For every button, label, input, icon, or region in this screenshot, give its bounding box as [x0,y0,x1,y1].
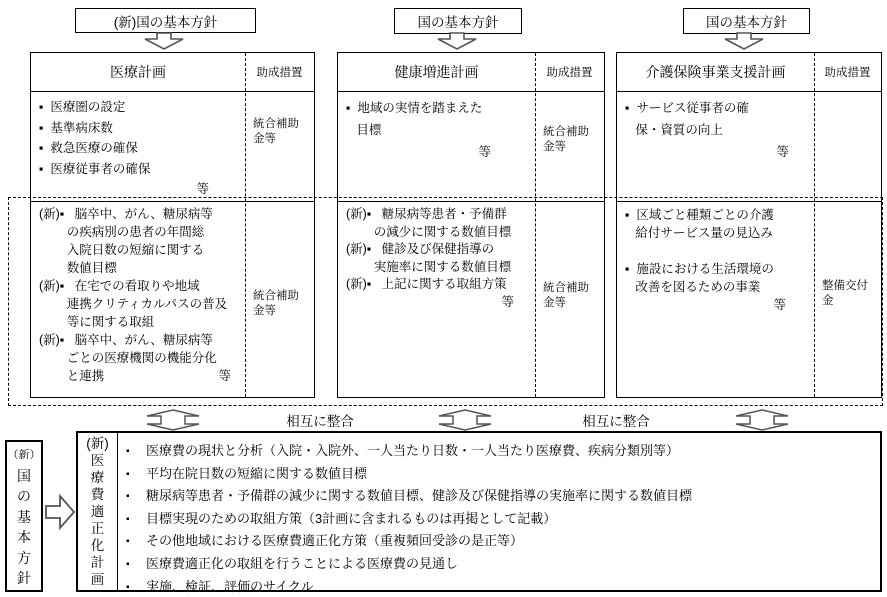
list-item: (新)▪ 脳卒中、がん、糖尿病等 [39,333,213,347]
table-header [617,53,881,92]
vertical-char: (新) [86,436,109,451]
aid-header-label: 助成措置 [256,67,303,79]
updown-arrow-icon [735,409,789,431]
list-item-text: と連携 [39,369,105,383]
list-item [126,530,876,553]
plan-title [31,53,245,91]
list-item [126,485,876,508]
list-item: ▪ 地域の実情を踏まえた [346,101,483,115]
vertical-char: 療 [90,470,105,485]
vertical-char: 適 [90,504,105,519]
down-arrow-icon [144,32,184,50]
vertical-char: 基 [17,508,31,525]
list-item [126,576,876,597]
list-item: (新)▪ 在宅での看取りや地域 [39,279,200,293]
list-item: ▪ 医療圏の設定 [39,100,126,114]
right-arrow-icon [45,494,75,530]
national-policy-label: 国の基本方針 [417,15,499,30]
list-item: (新)▪ 健診及び保健指導の [346,242,495,256]
vertical-char: 計 [90,555,105,570]
list-item: 連携クリティカルパスの普及 [39,297,228,311]
list-item: (新)▪ 上記に関する取組方策 [346,277,507,291]
list-item: ▪ 区域ごと種類ごとの介護 [625,208,774,222]
plan-title-label: 健康増進計画 [394,64,479,80]
new-national-policy-vertical-box [5,440,43,592]
aid-header-label: 助成措置 [824,67,871,79]
list-item-text: 医療費適正化の取組を行うことによる医療費の見通し [146,555,459,571]
list-item: 目標 [346,123,382,137]
aid-value: 統合補助金等 [543,126,589,153]
care-insurance-plan-table [616,52,882,398]
vertical-char: 医 [90,453,105,468]
list-item: 改善を図るための事業 [625,280,761,294]
list-item: ▪ サービス従事者の確 [625,101,749,115]
list-item: 等に関する取組 [39,315,155,329]
national-policy-label: (新)国の基本方針 [113,14,218,30]
list-item: 入院日数の短縮に関する [39,243,205,257]
panel-vertical-title [78,433,118,590]
vertical-char: 針 [17,570,31,586]
table-header [31,53,314,92]
list-item [126,508,876,531]
plan-title [617,53,814,91]
plan-new-items [31,205,245,385]
plan-current-items [617,97,814,163]
etc-label: 等 [218,369,231,383]
national-policy-label: 国の基本方針 [706,15,787,30]
bullet-icon: ▪ [126,558,130,570]
aid-column-divider [535,53,536,397]
list-item: (新)▪ 糖尿病等患者・予備群 [346,207,507,221]
plan-title [338,53,535,91]
bullet-icon: ▪ [126,513,130,525]
vertical-char: 費 [90,487,105,502]
list-item: ▪ 救急医療の確保 [39,141,138,155]
plan-title-label: 医療計画 [110,64,166,80]
aid-column-divider [814,53,815,397]
down-arrow-icon [437,32,477,50]
list-item: の疾病別の患者の年間総 [39,225,205,239]
section-divider [338,201,604,202]
aid-header [814,53,881,91]
national-policy-box-2 [394,8,522,34]
list-item [625,242,814,260]
list-item: 給付サービス量の見込み [625,226,773,240]
aid-column-divider [245,53,246,397]
bullet-icon: ▪ [126,446,130,457]
list-item: ごとの医療機関の機能分化 [39,351,217,365]
list-item-text: 実施、検証、評価のサイクル [146,578,314,594]
list-item: ▪ 施設における生活環境の [625,262,774,276]
plan-current-items [338,97,535,163]
vertical-char: 化 [90,538,105,553]
list-item-text: 平均在院日数の短縮に関する数値目標 [146,465,368,481]
list-item [126,440,876,463]
list-item: ▪ 基準病床数 [39,120,113,135]
medical-plan-table [30,52,315,398]
bullet-icon: ▪ [126,536,130,548]
list-item-text: 医療費の現状と分析（入院・入院外、一人当たり日数・一人当たり医療費、疾病分類別等） [146,443,680,458]
list-item-text: 糖尿病等患者・予備群の減少に関する数値目標、健診及び保健指導の実施率に関する数値目標 [146,488,693,504]
list-item: 保・資質の向上 [625,123,723,137]
health-promotion-plan-table [337,52,605,398]
section-divider [31,201,314,202]
vertical-char: （新） [7,449,41,461]
aid-value: 整備交付金 [822,280,868,307]
list-item: の減少に関する数値目標 [346,224,512,239]
list-item [126,553,876,576]
vertical-char: 本 [17,529,31,545]
etc-label: 等 [501,294,514,309]
plan-new-items [338,206,535,311]
aid-header-label: 助成措置 [546,67,593,79]
vertical-char: 画 [90,572,105,587]
list-item-text: 目標実現のための取組方策（3計画に含まれるものは再掲として記載） [146,510,557,526]
updown-arrow-icon [146,409,200,431]
etc-label: 等 [196,182,209,196]
aid-value: 統合補助金等 [543,282,589,309]
vertical-char: 方 [17,549,31,566]
down-arrow-icon [724,32,764,50]
aid-value: 統合補助金等 [253,118,299,145]
list-item-text: その他地域における医療費適正化方策（重複頻回受診の是正等） [146,533,524,549]
plan-title-label: 介護保険事業支援計画 [645,64,786,80]
list-item: 数値目標 [39,261,117,275]
national-policy-box-3 [683,8,810,34]
vertical-char: 国 [17,467,31,484]
list-item: 実施率に関する数値目標 [346,259,512,274]
section-divider [617,201,881,202]
bullet-icon: ▪ [126,581,130,593]
panel-item-list [126,440,876,597]
plan-current-items [31,97,245,200]
aid-header [535,53,604,91]
aid-value: 統合補助金等 [253,290,299,317]
medical-cost-optimization-panel [76,431,882,592]
list-item: ▪ 医療従事者の確保 [39,161,151,176]
national-policy-box-new [75,8,256,33]
table-header [338,53,604,92]
updown-arrow-icon [438,409,492,431]
mutual-alignment-label: 相互に整合 [582,414,650,429]
list-item: (新)▪ 脳卒中、がん、糖尿病等 [39,207,213,221]
plan-new-items [617,206,814,314]
bullet-icon: ▪ [126,491,130,503]
etc-label: 等 [776,145,789,159]
vertical-char: 正 [90,521,105,536]
etc-label: 等 [773,298,786,312]
aid-header [245,53,314,91]
etc-label: 等 [478,145,491,159]
vertical-char: の [17,488,31,504]
list-item [126,463,876,486]
bullet-icon: ▪ [126,468,130,480]
mutual-alignment-label: 相互に整合 [286,414,354,429]
list-item [39,367,245,385]
